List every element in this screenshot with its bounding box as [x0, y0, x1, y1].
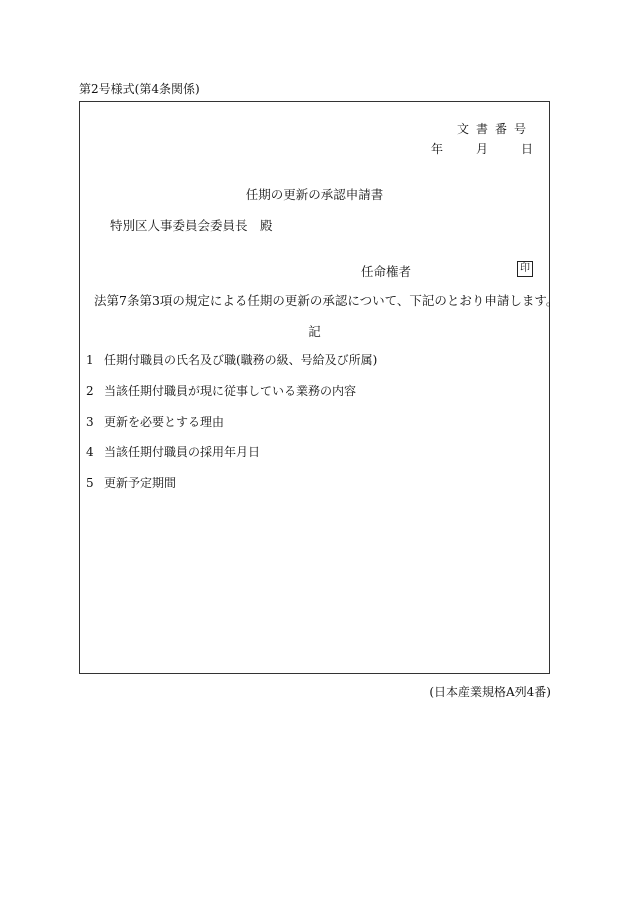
item-number: 1 [86, 353, 94, 367]
list-item [86, 474, 176, 491]
item-text: 更新を必要とする理由 [104, 415, 225, 429]
form-title: 任期の更新の承認申請書 [245, 187, 384, 202]
application-statement: 法第7条第3項の規定による任期の更新の承認について、下記のとおり申請します。 [94, 293, 559, 308]
list-item [86, 351, 377, 368]
list-item [86, 443, 260, 460]
form-number: 第2号様式(第4条関係) [79, 82, 200, 96]
list-item [86, 382, 356, 399]
date-year: 年 [430, 142, 443, 156]
seal-mark: 印 [517, 261, 533, 277]
item-text: 更新予定期間 [104, 476, 177, 490]
item-number: 5 [86, 476, 94, 490]
document-number-label: 文書番号 [456, 122, 533, 136]
item-number: 3 [86, 415, 94, 429]
item-number: 4 [86, 445, 94, 459]
item-text: 任期付職員の氏名及び職(職務の級、号給及び所属) [104, 353, 378, 367]
item-text: 当該任期付職員が現に従事している業務の内容 [104, 384, 357, 398]
date-month: 月 [475, 142, 488, 156]
list-item [86, 413, 224, 430]
appointer-label: 任命権者 [361, 264, 412, 279]
ki-label: 記 [308, 324, 321, 339]
date-day: 日 [520, 142, 533, 156]
item-text: 当該任期付職員の採用年月日 [104, 445, 261, 459]
jis-size-note: (日本産業規格A列4番) [429, 685, 551, 699]
date-line [431, 140, 533, 157]
form-frame [79, 101, 559, 674]
item-number: 2 [86, 384, 94, 398]
addressee: 特別区人事委員会委員長 殿 [110, 218, 273, 233]
